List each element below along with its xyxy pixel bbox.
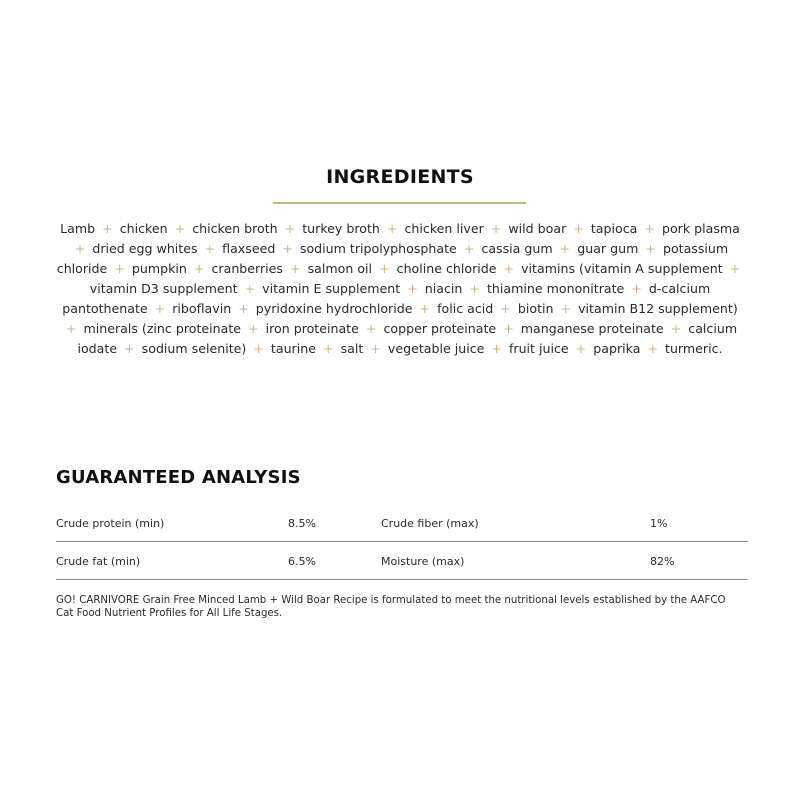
- crude-fat-value: 6.5%: [288, 555, 316, 568]
- ingredients-list: [56, 219, 744, 359]
- ingredient-item: wild boar: [508, 221, 567, 236]
- ingredient-item: turmeric.: [665, 341, 723, 356]
- plus-separator-icon: +: [238, 301, 249, 316]
- plus-separator-icon: +: [575, 341, 587, 356]
- ingredient-item: flaxseed: [222, 241, 276, 256]
- plus-separator-icon: +: [490, 221, 502, 236]
- crude-fat-label: Crude fat (min): [56, 555, 141, 568]
- plus-separator-icon: +: [503, 321, 514, 336]
- plus-separator-icon: +: [631, 281, 642, 296]
- plus-separator-icon: +: [290, 261, 301, 276]
- ingredient-item: iron proteinate: [265, 321, 359, 336]
- plus-separator-icon: +: [74, 241, 86, 256]
- crude-fiber-value: 1%: [650, 517, 668, 530]
- plus-separator-icon: +: [248, 321, 259, 336]
- ingredient-item: pumpkin: [131, 261, 187, 276]
- plus-separator-icon: +: [491, 341, 502, 356]
- ingredients-title: INGREDIENTS: [326, 166, 474, 188]
- plus-separator-icon: +: [284, 221, 296, 236]
- ingredient-item: cassia gum: [481, 241, 553, 256]
- plus-separator-icon: +: [560, 301, 572, 316]
- plus-separator-icon: +: [124, 341, 135, 356]
- ingredient-item: dried egg whites: [92, 241, 198, 256]
- ingredient-item: copper proteinate: [383, 321, 497, 336]
- ingredient-item: Lamb: [60, 221, 96, 236]
- ingredient-item: pork plasma: [661, 221, 740, 236]
- plus-separator-icon: +: [559, 241, 571, 256]
- ingredient-item: potassium chloride: [56, 241, 729, 276]
- plus-separator-icon: +: [102, 221, 113, 236]
- ingredient-item: sodium selenite): [141, 341, 247, 356]
- ingredient-item: chicken broth: [192, 221, 278, 236]
- plus-separator-icon: +: [114, 261, 125, 276]
- ingredient-item: manganese proteinate: [520, 321, 664, 336]
- plus-separator-icon: +: [729, 261, 741, 276]
- ingredient-item: turkey broth: [302, 221, 380, 236]
- ingredient-item: d-calcium pantothenate: [62, 281, 711, 316]
- gold-divider: [273, 202, 526, 204]
- plus-separator-icon: +: [463, 241, 475, 256]
- plus-separator-icon: +: [174, 221, 186, 236]
- plus-separator-icon: +: [670, 321, 682, 336]
- plus-separator-icon: +: [647, 341, 658, 356]
- plus-separator-icon: +: [386, 221, 398, 236]
- ingredient-item: choline chloride: [396, 261, 497, 276]
- plus-separator-icon: +: [419, 301, 431, 316]
- ingredient-item: sodium tripolyphosphate: [299, 241, 457, 256]
- aafco-statement: GO! CARNIVORE Grain Free Minced Lamb + Wild Boar Recipe is formulated to meet the nutritional levels established by the AAFCO Cat Food Nutrient Profiles for All Life Stages.: [56, 595, 726, 619]
- plus-separator-icon: +: [65, 321, 77, 336]
- analysis-table: [56, 504, 748, 580]
- ingredient-item: cranberries: [211, 261, 283, 276]
- ingredient-item: vitamin E supplement: [262, 281, 401, 296]
- ingredient-item: vitamins (vitamin A supplement: [521, 261, 723, 276]
- table-row: [56, 542, 748, 580]
- plus-separator-icon: +: [407, 281, 418, 296]
- ingredient-item: riboflavin: [172, 301, 232, 316]
- plus-separator-icon: +: [370, 341, 381, 356]
- ingredient-item: niacin: [424, 281, 463, 296]
- ingredient-item: chicken liver: [404, 221, 484, 236]
- plus-separator-icon: +: [253, 341, 264, 356]
- ingredient-item: minerals (zinc proteinate: [83, 321, 242, 336]
- ingredient-item: vegetable juice: [387, 341, 485, 356]
- ingredient-item: salt: [340, 341, 364, 356]
- plus-separator-icon: +: [282, 241, 293, 256]
- ingredient-item: paprika: [593, 341, 641, 356]
- plus-separator-icon: +: [500, 301, 511, 316]
- plus-separator-icon: +: [379, 261, 390, 276]
- ingredient-item: chicken: [119, 221, 168, 236]
- ingredient-item: folic acid: [437, 301, 494, 316]
- ingredient-item: pyridoxine hydrochloride: [255, 301, 413, 316]
- ingredient-item: guar gum: [577, 241, 639, 256]
- crude-protein-value: 8.5%: [288, 517, 316, 530]
- ingredient-item: thiamine mononitrate: [486, 281, 625, 296]
- ingredient-item: salmon oil: [307, 261, 373, 276]
- ingredient-item: calcium iodate: [77, 321, 738, 356]
- crude-fiber-label: Crude fiber (max): [381, 517, 479, 530]
- plus-separator-icon: +: [322, 341, 334, 356]
- plus-separator-icon: +: [244, 281, 256, 296]
- ingredient-item: vitamin B12 supplement): [578, 301, 738, 316]
- table-row: [56, 504, 748, 542]
- plus-separator-icon: +: [193, 261, 205, 276]
- guaranteed-analysis-title: GUARANTEED ANALYSIS: [56, 467, 301, 488]
- plus-separator-icon: +: [204, 241, 216, 256]
- plus-separator-icon: +: [573, 221, 584, 236]
- ingredient-item: vitamin D3 supplement: [89, 281, 238, 296]
- ingredient-item: fruit juice: [508, 341, 569, 356]
- plus-separator-icon: +: [503, 261, 515, 276]
- plus-separator-icon: +: [645, 241, 656, 256]
- ingredient-item: biotin: [517, 301, 554, 316]
- moisture-value: 82%: [650, 555, 675, 568]
- plus-separator-icon: +: [644, 221, 655, 236]
- plus-separator-icon: +: [365, 321, 377, 336]
- moisture-label: Moisture (max): [381, 555, 465, 568]
- ingredient-item: tapioca: [590, 221, 638, 236]
- ingredient-item: taurine: [270, 341, 316, 356]
- crude-protein-label: Crude protein (min): [56, 517, 165, 530]
- plus-separator-icon: +: [469, 281, 480, 296]
- plus-separator-icon: +: [154, 301, 166, 316]
